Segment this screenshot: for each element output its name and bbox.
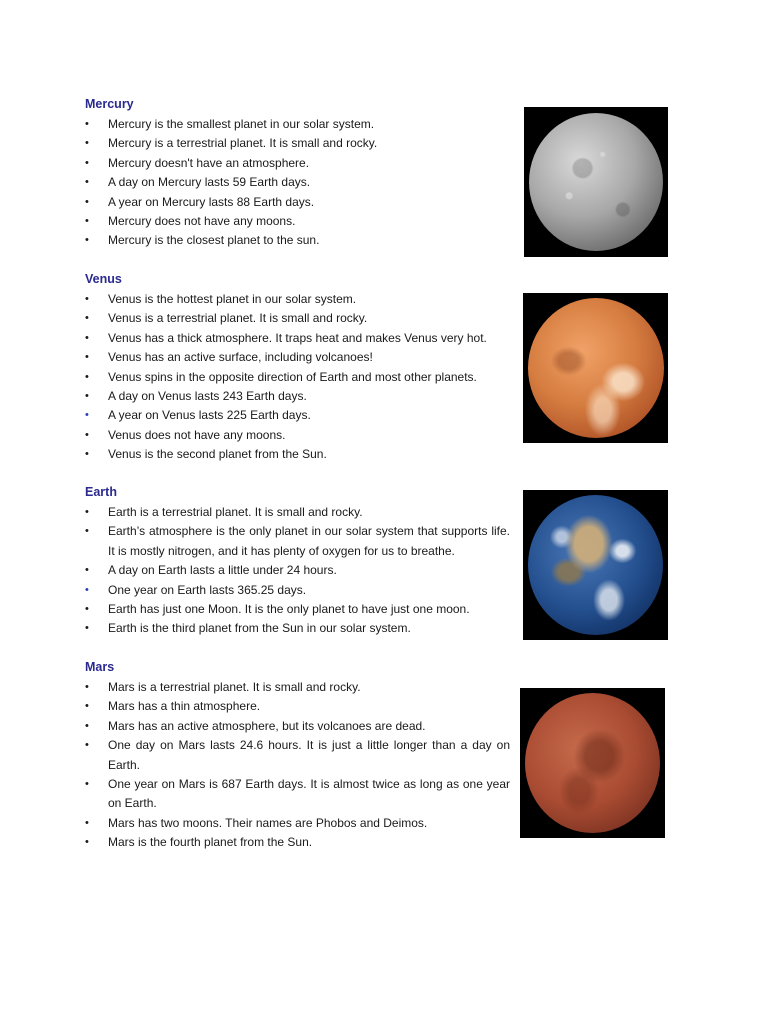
bullet-icon: • (85, 156, 89, 169)
mars-facts-list (85, 678, 510, 853)
list-item: • Mars is a terrestrial planet. It is small and rocky. (85, 678, 510, 697)
list-item: • Mercury is the closest planet to the sun. (85, 231, 510, 250)
bullet-icon: • (85, 370, 89, 383)
bullet-icon: • (85, 312, 89, 325)
list-item: • One year on Earth lasts 365.25 days. (85, 581, 510, 600)
bullet-icon: • (85, 176, 89, 189)
bullet-icon: • (85, 390, 89, 403)
list-item: • Earth’s atmosphere is the only planet in our solar system that supports life. It is mostly nitrogen, and it has plenty of oxygen for us to breathe. (85, 524, 510, 558)
bullet-icon: • (85, 137, 89, 150)
list-item: • A year on Mercury lasts 88 Earth days. (85, 193, 510, 212)
bullet-icon: • (85, 525, 89, 538)
earth-section (85, 484, 510, 639)
list-item: • Mercury does not have any moons. (85, 212, 510, 231)
mercury-planet-photo (524, 107, 668, 257)
bullet-icon: • (85, 739, 89, 752)
list-item: • Venus spins in the opposite direction of Earth and most other planets. (85, 368, 510, 387)
mars-globe-icon (525, 693, 660, 833)
earth-heading: Earth (85, 485, 117, 499)
list-item: • One year on Mars is 687 Earth days. It is almost twice as long as one year on Earth. (85, 777, 510, 811)
bullet-icon: • (85, 836, 89, 849)
mercury-facts-list (85, 115, 510, 251)
list-item: • Venus has a thick atmosphere. It traps heat and makes Venus very hot. (85, 329, 510, 348)
list-item: • Earth is the third planet from the Sun in our solar system. (85, 619, 510, 638)
bullet-icon: • (85, 234, 89, 247)
venus-planet-photo (523, 293, 668, 443)
bullet-icon: • (85, 816, 89, 829)
bullet-icon: • (85, 778, 89, 791)
bullet-icon: • (85, 195, 89, 208)
list-item: • Mercury doesn't have an atmosphere. (85, 154, 510, 173)
list-item: • Venus does not have any moons. (85, 426, 510, 445)
list-item: • Mercury is a terrestrial planet. It is small and rocky. (85, 134, 510, 153)
mercury-globe-icon (529, 113, 663, 251)
venus-facts-list (85, 290, 510, 465)
list-item: • One day on Mars lasts 24.6 hours. It is just a little longer than a day on Earth. (85, 738, 510, 772)
list-item: • Venus is the hottest planet in our solar system. (85, 290, 510, 309)
venus-section (85, 271, 510, 465)
list-item: • A day on Earth lasts a little under 24 hours. (85, 561, 510, 580)
list-item: • Venus is a terrestrial planet. It is small and rocky. (85, 309, 510, 328)
list-item: • Mars is the fourth planet from the Sun. (85, 833, 510, 852)
earth-facts-list (85, 503, 510, 639)
bullet-icon: • (85, 506, 89, 518)
bullet-icon: • (85, 564, 89, 577)
list-item: • A day on Venus lasts 243 Earth days. (85, 387, 510, 406)
list-item: • Mars has two moons. Their names are Phobos and Deimos. (85, 814, 510, 833)
mars-section (85, 659, 510, 853)
bullet-icon: • (85, 583, 89, 596)
mars-heading: Mars (85, 660, 115, 674)
bullet-icon: • (85, 293, 89, 305)
list-item: • Venus is the second planet from the Sun. (85, 445, 510, 464)
mercury-section (85, 96, 510, 251)
bullet-icon: • (85, 448, 89, 461)
bullet-icon: • (85, 215, 89, 228)
list-item: • Mercury is the smallest planet in our solar system. (85, 115, 510, 134)
bullet-icon: • (85, 603, 89, 616)
bullet-icon: • (85, 428, 89, 441)
bullet-icon: • (85, 719, 89, 732)
bullet-icon: • (85, 409, 89, 422)
bullet-icon: • (85, 700, 89, 713)
list-item: • Earth is a terrestrial planet. It is small and rocky. (85, 503, 510, 522)
venus-globe-icon (528, 298, 664, 438)
bullet-icon: • (85, 331, 89, 344)
bullet-icon: • (85, 681, 89, 693)
bullet-icon: • (85, 622, 89, 635)
mars-planet-photo (520, 688, 665, 838)
list-item: • Mars has a thin atmosphere. (85, 697, 510, 716)
venus-heading: Venus (85, 272, 122, 286)
bullet-icon: • (85, 351, 89, 364)
earth-globe-icon (528, 495, 663, 635)
list-item: • Venus has an active surface, including volcanoes! (85, 348, 510, 367)
list-item: • A day on Mercury lasts 59 Earth days. (85, 173, 510, 192)
list-item: • Earth has just one Moon. It is the only planet to have just one moon. (85, 600, 510, 619)
mercury-heading: Mercury (85, 97, 134, 111)
earth-planet-photo (523, 490, 668, 640)
bullet-icon: • (85, 118, 89, 130)
list-item: • Mars has an active atmosphere, but its volcanoes are dead. (85, 717, 510, 736)
list-item: • A year on Venus lasts 225 Earth days. (85, 406, 510, 425)
